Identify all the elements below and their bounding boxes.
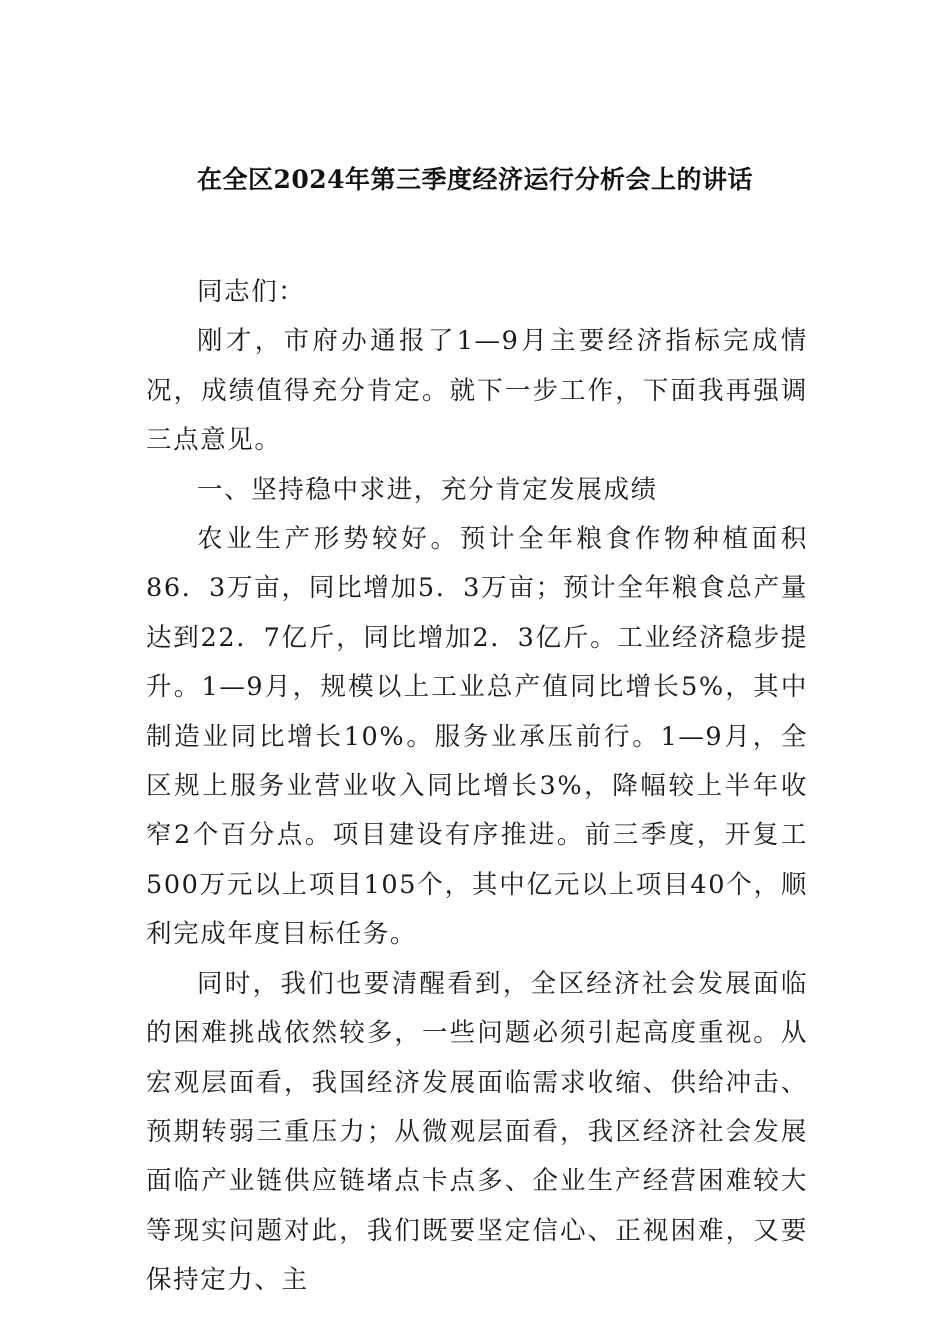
- intro-paragraph: 刚才，市府办通报了1—9月主要经济指标完成情况，成绩值得充分肯定。就下一步工作，下面我再强调三点意见。: [146, 326, 808, 456]
- document-title: 在全区2024年第三季度经济运行分析会上的讲话: [196, 165, 754, 194]
- salutation-paragraph: 同志们：: [197, 277, 306, 307]
- challenges-paragraph: 同时，我们也要清醒看到，全区经济社会发展面临的困难挑战依然较多，一些问题必须引起高度重视。从宏观层面看，我国经济发展面临需求收缩、供给冲击、预期转弱三重压力；从微观层面看，我区经济社会发展面临产业链供应链堵点卡点多、企业生产经营困难较大等现实问题对此，我们既要坚定信心、正视困难，又要保持定力、主: [146, 968, 808, 1296]
- achievements-paragraph: 农业生产形势较好。预计全年粮食作物种植面积86．3万亩，同比增加5．3万亩；预计全年粮食总产量达到22．7亿斤，同比增加2．3亿斤。工业经济稳步提升。1—9月，规模以上工业总产值同比增长5%，其中制造业同比增长10%。服务业承压前行。1—9月，全区规上服务业营业收入同比增长3%，降幅较上半年收窄2个百分点。项目建设有序推进。前三季度，开复工500万元以上项目105个，其中亿元以上项目40个，顺利完成年度目标任务。: [146, 524, 808, 950]
- document-body: [146, 268, 808, 1306]
- section-heading: 一、坚持稳中求进，充分肯定发展成绩: [197, 474, 658, 505]
